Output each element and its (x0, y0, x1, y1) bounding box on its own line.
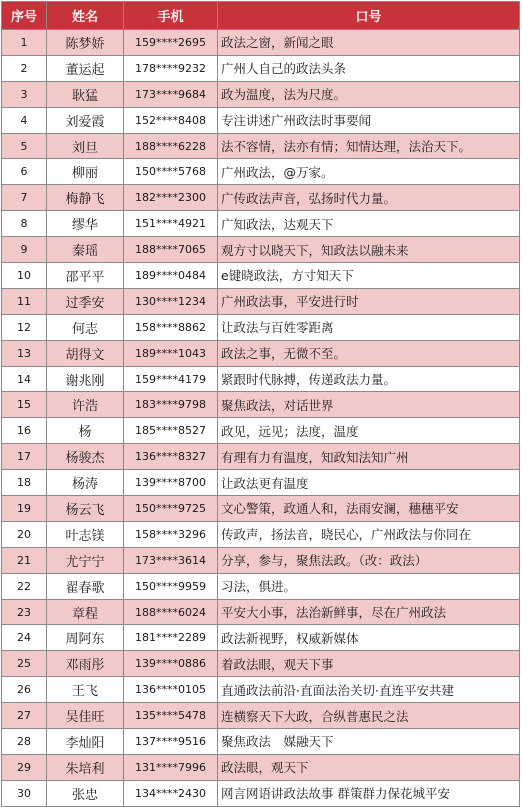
cell-phone: 183****9798 (124, 392, 218, 418)
cell-phone: 139****0886 (124, 651, 218, 677)
cell-slogan: 分享，参与，聚焦法政。（改：政法） (218, 547, 520, 573)
cell-phone: 189****0484 (124, 263, 218, 289)
cell-name: 梅静飞 (47, 185, 124, 211)
cell-slogan: 专注讲述广州政法时事要闻 (218, 107, 520, 133)
cell-phone: 189****1043 (124, 340, 218, 366)
cell-slogan: 广州政法事，平安进行时 (218, 288, 520, 314)
table-row (2, 55, 520, 81)
cell-slogan: 直通政法前沿·直面法治关切·直连平安共建 (218, 677, 520, 703)
cell-name: 吴佳旺 (47, 703, 124, 729)
cell-seq: 13 (2, 340, 47, 366)
table-row (2, 159, 520, 185)
cell-name: 邵平平 (47, 263, 124, 289)
cell-name: 何志 (47, 314, 124, 340)
cell-name: 杨 (47, 418, 124, 444)
cell-slogan: 观方寸以晓天下，知政法以融未来 (218, 237, 520, 263)
cell-seq: 2 (2, 55, 47, 81)
table-row (2, 444, 520, 470)
cell-slogan: 政见，远见；法度，温度 (218, 418, 520, 444)
cell-seq: 21 (2, 547, 47, 573)
table-row (2, 754, 520, 780)
table-row (2, 211, 520, 237)
header-slogan: 口号 (218, 2, 520, 30)
slogan-table (1, 1, 520, 807)
cell-phone: 188****6024 (124, 599, 218, 625)
cell-phone: 159****4179 (124, 366, 218, 392)
cell-name: 王飞 (47, 677, 124, 703)
cell-seq: 3 (2, 81, 47, 107)
table-row (2, 237, 520, 263)
cell-phone: 139****8700 (124, 470, 218, 496)
cell-name: 叶志镁 (47, 521, 124, 547)
cell-seq: 25 (2, 651, 47, 677)
cell-seq: 27 (2, 703, 47, 729)
cell-slogan: 政法之窗，新闻之眼 (218, 30, 520, 56)
cell-phone: 158****8862 (124, 314, 218, 340)
cell-phone: 150****5768 (124, 159, 218, 185)
cell-seq: 28 (2, 729, 47, 755)
cell-name: 胡得文 (47, 340, 124, 366)
table-row (2, 677, 520, 703)
cell-name: 谢兆刚 (47, 366, 124, 392)
table-row (2, 521, 520, 547)
cell-seq: 29 (2, 754, 47, 780)
cell-slogan: 广知政法，达观天下 (218, 211, 520, 237)
table-row (2, 81, 520, 107)
cell-seq: 18 (2, 470, 47, 496)
table-row (2, 288, 520, 314)
cell-slogan: 法不容情，法亦有情；知情达理，法治天下。 (218, 133, 520, 159)
cell-phone: 178****9232 (124, 55, 218, 81)
cell-name: 杨骏杰 (47, 444, 124, 470)
cell-seq: 16 (2, 418, 47, 444)
cell-slogan: 连横察天下大政，合纵普惠民之法 (218, 703, 520, 729)
cell-slogan: 让政法与百姓零距离 (218, 314, 520, 340)
cell-seq: 23 (2, 599, 47, 625)
table-row (2, 651, 520, 677)
header-phone: 手机 (124, 2, 218, 30)
table-row (2, 547, 520, 573)
cell-seq: 20 (2, 521, 47, 547)
cell-slogan: 有理有力有温度，知政知法知广州 (218, 444, 520, 470)
cell-phone: 188****6228 (124, 133, 218, 159)
cell-phone: 188****7065 (124, 237, 218, 263)
table-row (2, 625, 520, 651)
cell-slogan: 广州人自己的政法头条 (218, 55, 520, 81)
cell-seq: 7 (2, 185, 47, 211)
cell-seq: 8 (2, 211, 47, 237)
header-name: 姓名 (47, 2, 124, 30)
cell-seq: 15 (2, 392, 47, 418)
header-row (2, 2, 520, 30)
cell-slogan: 传政声，扬法音，晓民心，广州政法与你同在 (218, 521, 520, 547)
cell-slogan: 聚焦政法 媒融天下 (218, 729, 520, 755)
table-row (2, 780, 520, 806)
cell-phone: 150****9959 (124, 573, 218, 599)
cell-slogan: 政为温度，法为尺度。 (218, 81, 520, 107)
table-row (2, 599, 520, 625)
header-seq: 序号 (2, 2, 47, 30)
cell-seq: 19 (2, 496, 47, 522)
cell-seq: 6 (2, 159, 47, 185)
table-row (2, 418, 520, 444)
cell-slogan: 文心警策，政通人和，法雨安澜，穗穗平安 (218, 496, 520, 522)
cell-name: 董运起 (47, 55, 124, 81)
cell-name: 邓雨彤 (47, 651, 124, 677)
cell-name: 过季安 (47, 288, 124, 314)
cell-seq: 17 (2, 444, 47, 470)
cell-name: 周阿东 (47, 625, 124, 651)
table-row (2, 314, 520, 340)
cell-slogan: e键晓政法，方寸知天下 (218, 263, 520, 289)
cell-name: 刘爱霞 (47, 107, 124, 133)
cell-phone: 136****0105 (124, 677, 218, 703)
cell-slogan: 平安大小事，法治新鲜事，尽在广州政法 (218, 599, 520, 625)
cell-slogan: 广传政法声音，弘扬时代力量。 (218, 185, 520, 211)
cell-phone: 131****7996 (124, 754, 218, 780)
slogan-table-container (1, 1, 519, 807)
cell-slogan: 让政法更有温度 (218, 470, 520, 496)
cell-name: 许浩 (47, 392, 124, 418)
table-row (2, 340, 520, 366)
table-row (2, 573, 520, 599)
cell-name: 耿猛 (47, 81, 124, 107)
cell-phone: 136****8327 (124, 444, 218, 470)
cell-slogan: 紧跟时代脉搏，传递政法力量。 (218, 366, 520, 392)
cell-name: 柳丽 (47, 159, 124, 185)
cell-phone: 181****2289 (124, 625, 218, 651)
cell-phone: 182****2300 (124, 185, 218, 211)
cell-phone: 130****1234 (124, 288, 218, 314)
cell-phone: 173****9684 (124, 81, 218, 107)
cell-name: 章程 (47, 599, 124, 625)
cell-phone: 137****9516 (124, 729, 218, 755)
table-row (2, 729, 520, 755)
cell-name: 张忠 (47, 780, 124, 806)
cell-slogan: 政法眼，观天下 (218, 754, 520, 780)
table-row (2, 185, 520, 211)
cell-name: 朱培利 (47, 754, 124, 780)
cell-name: 李灿阳 (47, 729, 124, 755)
table-row (2, 496, 520, 522)
cell-phone: 158****3296 (124, 521, 218, 547)
cell-slogan: 政法之事，无微不至。 (218, 340, 520, 366)
table-body (2, 30, 520, 807)
cell-name: 杨云飞 (47, 496, 124, 522)
cell-seq: 14 (2, 366, 47, 392)
table-row (2, 30, 520, 56)
cell-slogan: 政法新视野，权威新媒体 (218, 625, 520, 651)
cell-name: 刘旦 (47, 133, 124, 159)
cell-phone: 135****5478 (124, 703, 218, 729)
cell-phone: 150****9725 (124, 496, 218, 522)
table-row (2, 703, 520, 729)
cell-name: 陈梦娇 (47, 30, 124, 56)
cell-seq: 9 (2, 237, 47, 263)
cell-phone: 159****2695 (124, 30, 218, 56)
cell-phone: 151****4921 (124, 211, 218, 237)
cell-name: 翟春歌 (47, 573, 124, 599)
table-row (2, 470, 520, 496)
cell-seq: 10 (2, 263, 47, 289)
cell-seq: 26 (2, 677, 47, 703)
cell-slogan: 网言网语讲政法故事 群策群力保花城平安 (218, 780, 520, 806)
table-row (2, 107, 520, 133)
cell-slogan: 着政法眼，观天下事 (218, 651, 520, 677)
cell-name: 秦瑶 (47, 237, 124, 263)
cell-phone: 152****8408 (124, 107, 218, 133)
cell-seq: 1 (2, 30, 47, 56)
table-row (2, 133, 520, 159)
table-row (2, 366, 520, 392)
cell-phone: 185****8527 (124, 418, 218, 444)
table-row (2, 263, 520, 289)
cell-name: 尤宁宁 (47, 547, 124, 573)
cell-phone: 134****2430 (124, 780, 218, 806)
cell-seq: 22 (2, 573, 47, 599)
cell-seq: 11 (2, 288, 47, 314)
cell-name: 杨涛 (47, 470, 124, 496)
cell-seq: 24 (2, 625, 47, 651)
cell-seq: 30 (2, 780, 47, 806)
cell-slogan: 广州政法，@万家。 (218, 159, 520, 185)
cell-slogan: 习法，俱进。 (218, 573, 520, 599)
cell-name: 缪华 (47, 211, 124, 237)
cell-slogan: 聚焦政法，对话世界 (218, 392, 520, 418)
cell-seq: 5 (2, 133, 47, 159)
cell-seq: 12 (2, 314, 47, 340)
table-row (2, 392, 520, 418)
cell-phone: 173****3614 (124, 547, 218, 573)
cell-seq: 4 (2, 107, 47, 133)
